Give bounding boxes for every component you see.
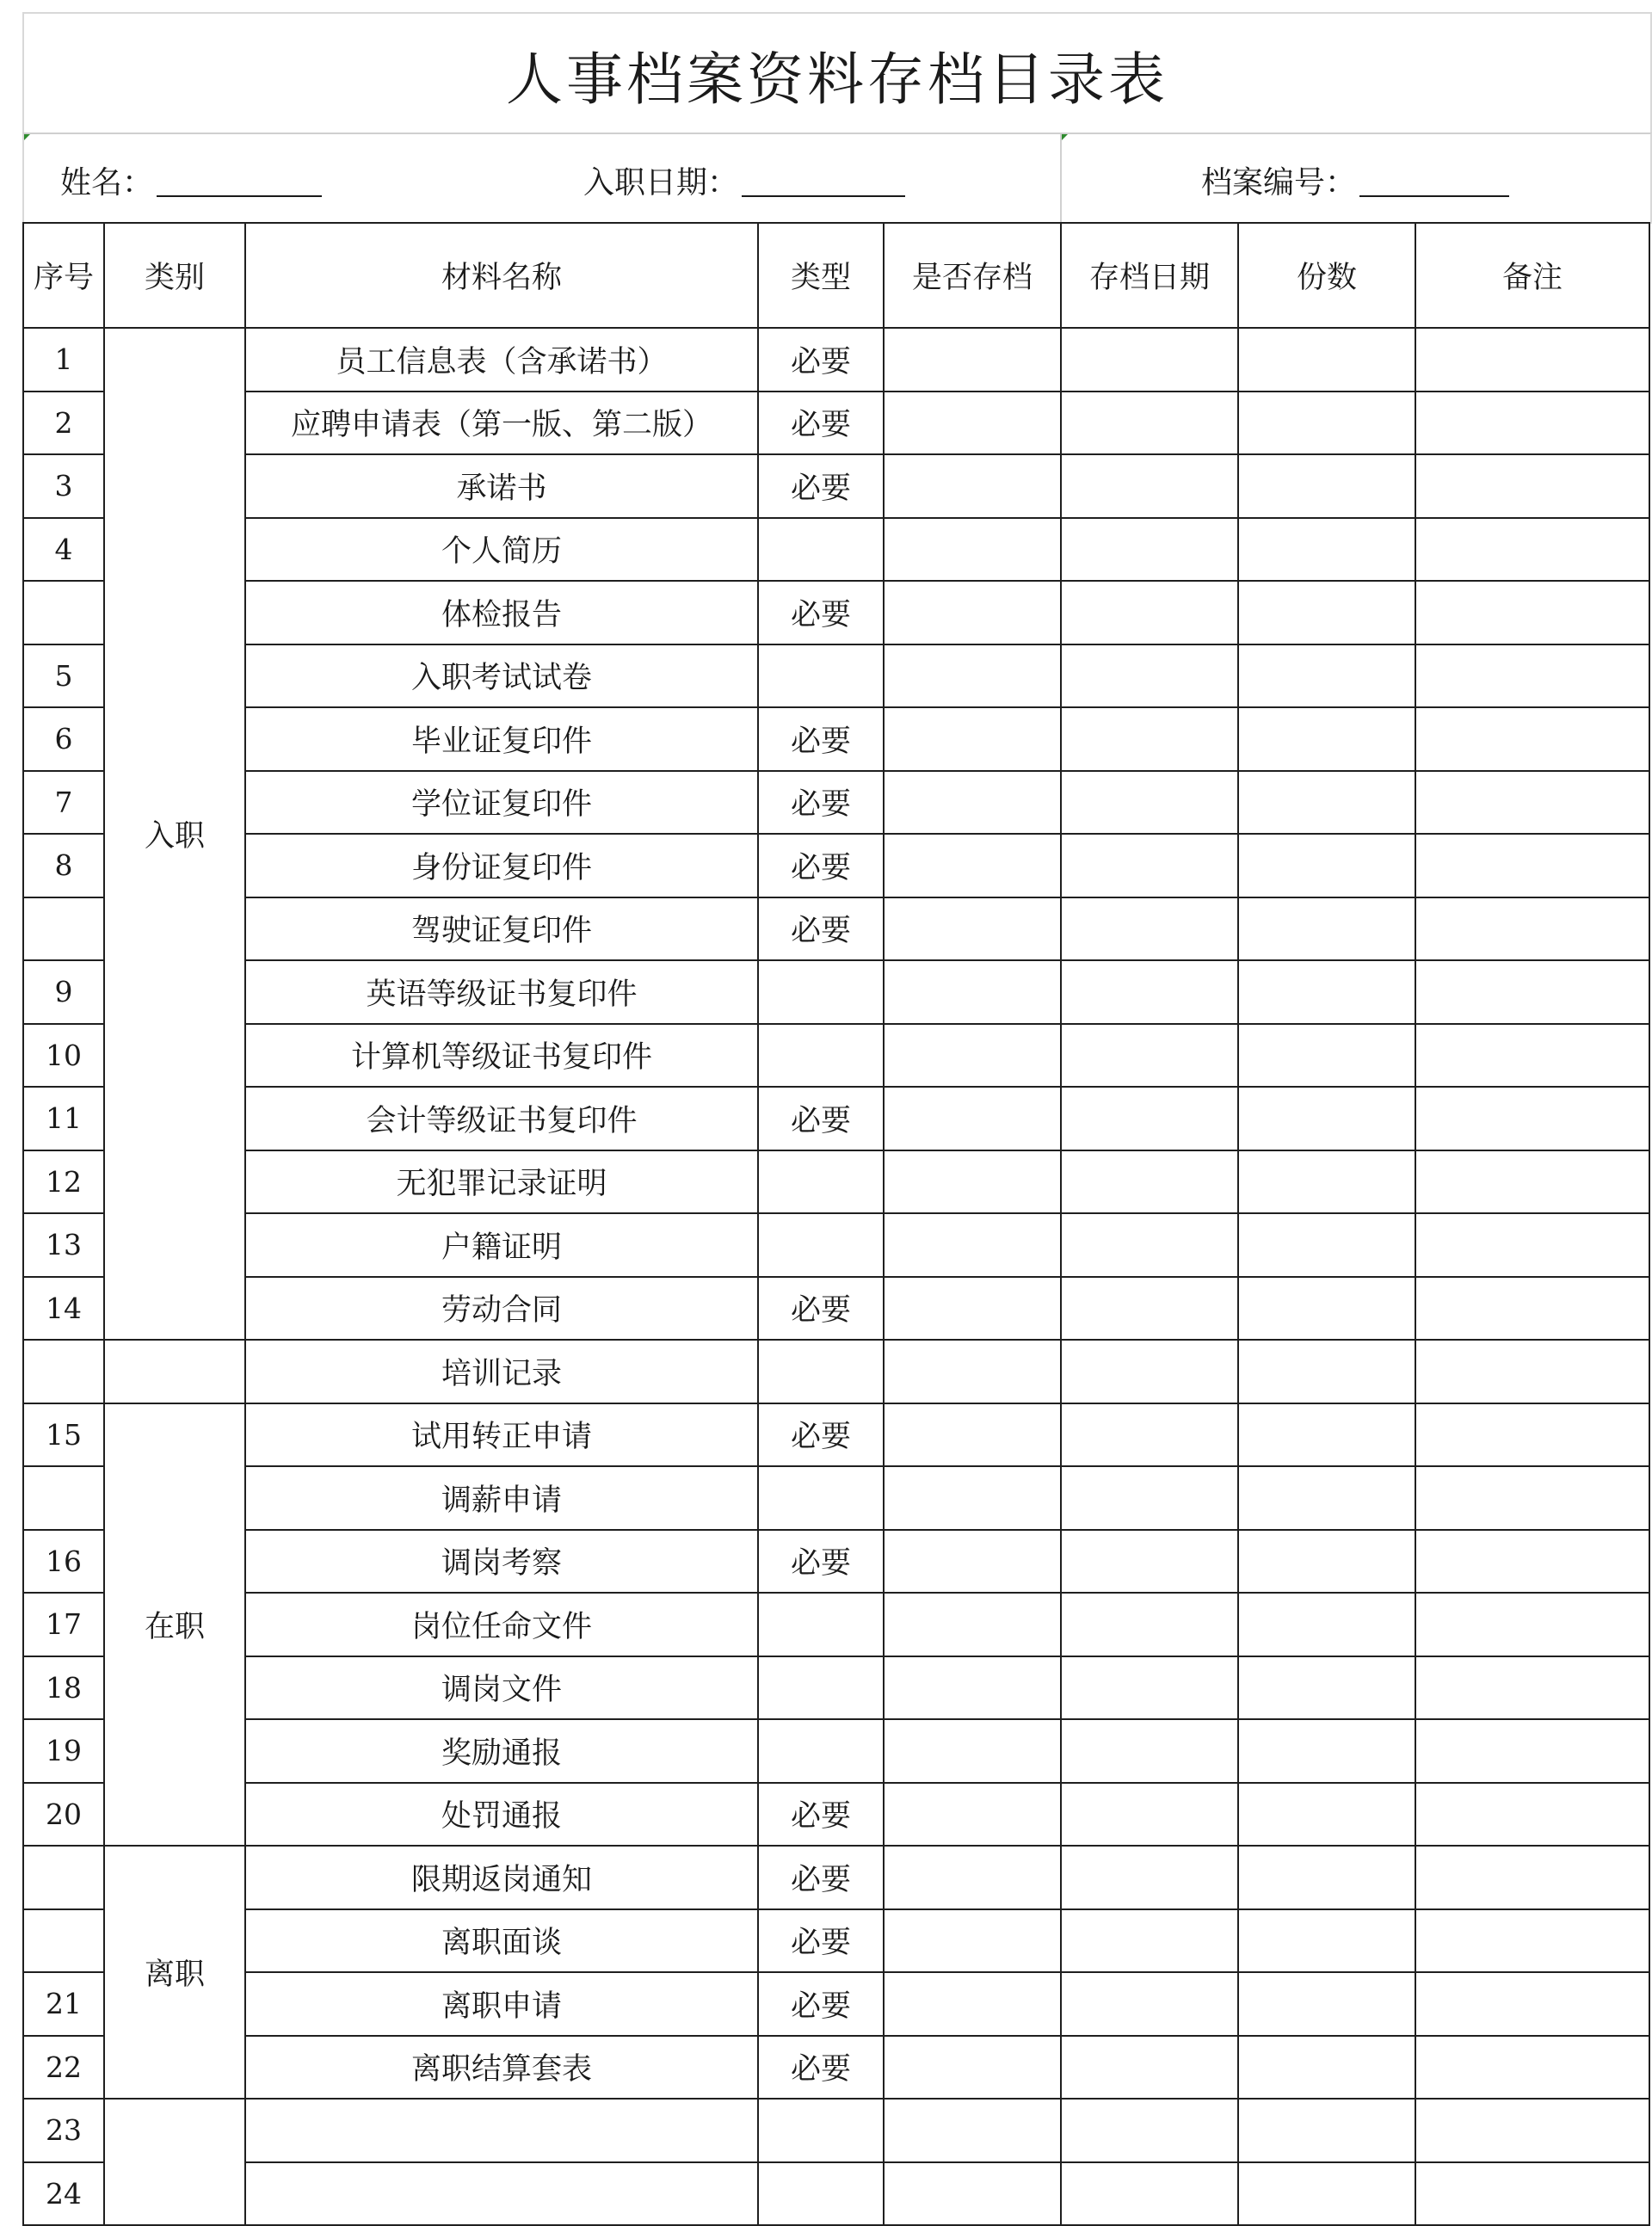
copies-cell[interactable] xyxy=(1238,707,1415,771)
archive-date-cell[interactable] xyxy=(1061,1466,1238,1530)
row-seq: 5 xyxy=(23,644,104,708)
row-seq: 24 xyxy=(23,2162,104,2226)
copies-cell[interactable] xyxy=(1238,644,1415,708)
table-row xyxy=(23,1719,1649,1783)
table-row xyxy=(23,897,1649,961)
archive-no-label: 档案编号： xyxy=(1201,165,1357,200)
row-seq xyxy=(23,581,104,644)
archive-date-cell[interactable] xyxy=(1061,897,1238,961)
copies-cell[interactable] xyxy=(1238,1656,1415,1720)
row-material-name: 限期返岗通知 xyxy=(245,1846,758,1909)
archive-date-cell[interactable] xyxy=(1061,1719,1238,1783)
remarks-cell[interactable] xyxy=(1415,1340,1649,1403)
table-row xyxy=(23,1277,1649,1341)
archive-date-cell[interactable] xyxy=(1061,518,1238,582)
table-row xyxy=(23,1909,1649,1973)
row-material-name: 试用转正申请 xyxy=(245,1403,758,1467)
row-type xyxy=(758,518,884,582)
remarks-cell[interactable] xyxy=(1415,960,1649,1024)
copies-cell[interactable] xyxy=(1238,1719,1415,1783)
row-material-name: 驾驶证复印件 xyxy=(245,897,758,961)
remarks-cell[interactable] xyxy=(1415,328,1649,392)
archive-no-field[interactable] xyxy=(1201,158,1509,202)
header-remarks: 备注 xyxy=(1415,223,1649,328)
row-type: 必要 xyxy=(758,1909,884,1973)
remarks-cell[interactable] xyxy=(1415,1213,1649,1277)
entry-date-label: 入职日期： xyxy=(583,165,739,200)
archive-date-cell[interactable] xyxy=(1061,1087,1238,1150)
copies-cell[interactable] xyxy=(1238,328,1415,392)
row-type xyxy=(758,1593,884,1656)
archived-cell[interactable] xyxy=(884,644,1061,708)
archive-date-cell[interactable] xyxy=(1061,1846,1238,1909)
row-type: 必要 xyxy=(758,897,884,961)
remarks-cell[interactable] xyxy=(1415,834,1649,897)
row-seq: 20 xyxy=(23,1783,104,1847)
archive-date-cell[interactable] xyxy=(1061,454,1238,518)
copies-cell[interactable] xyxy=(1238,1530,1415,1594)
row-type: 必要 xyxy=(758,1846,884,1909)
remarks-cell[interactable] xyxy=(1415,392,1649,455)
copies-cell[interactable] xyxy=(1238,454,1415,518)
archived-cell[interactable] xyxy=(884,1277,1061,1341)
archive-date-cell[interactable] xyxy=(1061,1783,1238,1847)
copies-cell[interactable] xyxy=(1238,581,1415,644)
remarks-cell[interactable] xyxy=(1415,2036,1649,2100)
row-type: 必要 xyxy=(758,707,884,771)
remarks-cell[interactable] xyxy=(1415,644,1649,708)
remarks-cell[interactable] xyxy=(1415,1277,1649,1341)
category-cell-onjob: 在职 xyxy=(104,1403,245,1847)
table-row xyxy=(23,1150,1649,1214)
row-seq xyxy=(23,1846,104,1909)
row-material-name: 英语等级证书复印件 xyxy=(245,960,758,1024)
header-category: 类别 xyxy=(104,223,245,328)
copies-cell[interactable] xyxy=(1238,1277,1415,1341)
remarks-cell[interactable] xyxy=(1415,771,1649,835)
name-field[interactable] xyxy=(60,158,322,202)
archive-date-cell[interactable] xyxy=(1061,1277,1238,1341)
archived-cell[interactable] xyxy=(884,897,1061,961)
archived-cell[interactable] xyxy=(884,1719,1061,1783)
row-type xyxy=(758,644,884,708)
row-seq: 8 xyxy=(23,834,104,897)
copies-cell[interactable] xyxy=(1238,2162,1415,2226)
row-type: 必要 xyxy=(758,581,884,644)
archive-no-blank[interactable] xyxy=(1359,195,1509,197)
copies-cell[interactable] xyxy=(1238,1024,1415,1088)
row-seq: 3 xyxy=(23,454,104,518)
table-row xyxy=(23,1403,1649,1467)
copies-cell[interactable] xyxy=(1238,392,1415,455)
archived-cell[interactable] xyxy=(884,707,1061,771)
archived-cell[interactable] xyxy=(884,1530,1061,1594)
archive-date-cell[interactable] xyxy=(1061,1593,1238,1656)
archive-date-cell[interactable] xyxy=(1061,1213,1238,1277)
row-type: 必要 xyxy=(758,1783,884,1847)
row-material-name: 会计等级证书复印件 xyxy=(245,1087,758,1150)
row-material-name: 奖励通报 xyxy=(245,1719,758,1783)
archived-cell[interactable] xyxy=(884,2036,1061,2100)
row-type: 必要 xyxy=(758,392,884,455)
archived-cell[interactable] xyxy=(884,1340,1061,1403)
table-row xyxy=(23,644,1649,708)
archive-date-cell[interactable] xyxy=(1061,2036,1238,2100)
row-seq: 12 xyxy=(23,1150,104,1214)
row-material-name: 户籍证明 xyxy=(245,1213,758,1277)
row-type: 必要 xyxy=(758,1277,884,1341)
row-seq: 23 xyxy=(23,2099,104,2162)
remarks-cell[interactable] xyxy=(1415,1846,1649,1909)
category-cell-empty xyxy=(104,2099,245,2225)
copies-cell[interactable] xyxy=(1238,2099,1415,2162)
row-material-name: 身份证复印件 xyxy=(245,834,758,897)
entry-date-blank[interactable] xyxy=(742,195,905,197)
category-cell-leave: 离职 xyxy=(104,1846,245,2099)
archived-cell[interactable] xyxy=(884,1213,1061,1277)
archived-cell[interactable] xyxy=(884,1972,1061,2036)
archived-cell[interactable] xyxy=(884,1783,1061,1847)
row-type xyxy=(758,1656,884,1720)
remarks-cell[interactable] xyxy=(1415,1466,1649,1530)
row-seq xyxy=(23,1909,104,1973)
row-seq: 6 xyxy=(23,707,104,771)
row-material-name[interactable] xyxy=(245,2099,758,2162)
row-seq: 22 xyxy=(23,2036,104,2100)
table-row xyxy=(23,2099,1649,2162)
archive-date-cell[interactable] xyxy=(1061,581,1238,644)
row-seq: 15 xyxy=(23,1403,104,1467)
archived-cell[interactable] xyxy=(884,1087,1061,1150)
row-material-name: 调薪申请 xyxy=(245,1466,758,1530)
row-seq: 2 xyxy=(23,392,104,455)
archive-date-cell[interactable] xyxy=(1061,1024,1238,1088)
archive-date-cell[interactable] xyxy=(1061,1656,1238,1720)
table-row xyxy=(23,581,1649,644)
archived-cell[interactable] xyxy=(884,1846,1061,1909)
copies-cell[interactable] xyxy=(1238,897,1415,961)
table-row xyxy=(23,2036,1649,2100)
archived-cell[interactable] xyxy=(884,1024,1061,1088)
row-type: 必要 xyxy=(758,1087,884,1150)
row-material-name[interactable] xyxy=(245,2162,758,2226)
copies-cell[interactable] xyxy=(1238,2036,1415,2100)
category-cell-entry: 入职 xyxy=(104,328,245,1340)
table-row xyxy=(23,834,1649,897)
table-row xyxy=(23,1466,1649,1530)
header-row xyxy=(23,223,1649,328)
archive-date-cell[interactable] xyxy=(1061,960,1238,1024)
archived-cell[interactable] xyxy=(884,960,1061,1024)
copies-cell[interactable] xyxy=(1238,834,1415,897)
table-row xyxy=(23,392,1649,455)
row-material-name: 劳动合同 xyxy=(245,1277,758,1341)
table-row xyxy=(23,1530,1649,1594)
table-row xyxy=(23,1972,1649,2036)
name-label: 姓名： xyxy=(60,165,154,200)
remarks-cell[interactable] xyxy=(1415,2099,1649,2162)
row-material-name: 入职考试试卷 xyxy=(245,644,758,708)
copies-cell[interactable] xyxy=(1238,1846,1415,1909)
row-seq xyxy=(23,1466,104,1530)
row-material-name: 应聘申请表（第一版、第二版） xyxy=(245,392,758,455)
table-row xyxy=(23,707,1649,771)
archived-cell[interactable] xyxy=(884,518,1061,582)
archive-date-cell[interactable] xyxy=(1061,328,1238,392)
remarks-cell[interactable] xyxy=(1415,1909,1649,1973)
row-material-name: 承诺书 xyxy=(245,454,758,518)
entry-date-field[interactable] xyxy=(583,158,905,202)
row-type[interactable] xyxy=(758,2162,884,2226)
table-row xyxy=(23,1846,1649,1909)
row-type[interactable] xyxy=(758,2099,884,2162)
table-row xyxy=(23,771,1649,835)
archive-date-cell[interactable] xyxy=(1061,707,1238,771)
remarks-cell[interactable] xyxy=(1415,1403,1649,1467)
row-seq: 11 xyxy=(23,1087,104,1150)
row-seq: 4 xyxy=(23,518,104,582)
row-material-name: 离职面谈 xyxy=(245,1909,758,1973)
archived-cell[interactable] xyxy=(884,2099,1061,2162)
copies-cell[interactable] xyxy=(1238,1593,1415,1656)
remarks-cell[interactable] xyxy=(1415,581,1649,644)
archived-cell[interactable] xyxy=(884,581,1061,644)
row-seq: 18 xyxy=(23,1656,104,1720)
row-type: 必要 xyxy=(758,1530,884,1594)
archive-date-cell[interactable] xyxy=(1061,2162,1238,2226)
archive-date-cell[interactable] xyxy=(1061,1150,1238,1214)
copies-cell[interactable] xyxy=(1238,1466,1415,1530)
archive-date-cell[interactable] xyxy=(1061,834,1238,897)
row-type: 必要 xyxy=(758,454,884,518)
table-row xyxy=(23,1087,1649,1150)
info-divider xyxy=(1060,134,1062,224)
archived-cell[interactable] xyxy=(884,1593,1061,1656)
row-type xyxy=(758,1466,884,1530)
row-seq: 7 xyxy=(23,771,104,835)
table-row xyxy=(23,1213,1649,1277)
header-type: 类型 xyxy=(758,223,884,328)
copies-cell[interactable] xyxy=(1238,1403,1415,1467)
copies-cell[interactable] xyxy=(1238,518,1415,582)
archive-table xyxy=(22,222,1650,2226)
archived-cell[interactable] xyxy=(884,771,1061,835)
archived-cell[interactable] xyxy=(884,1656,1061,1720)
row-material-name: 岗位任命文件 xyxy=(245,1593,758,1656)
row-seq xyxy=(23,1340,104,1403)
row-material-name: 计算机等级证书复印件 xyxy=(245,1024,758,1088)
row-seq: 19 xyxy=(23,1719,104,1783)
row-type xyxy=(758,1150,884,1214)
row-type: 必要 xyxy=(758,834,884,897)
archive-date-cell[interactable] xyxy=(1061,1340,1238,1403)
header-material: 材料名称 xyxy=(245,223,758,328)
row-material-name: 毕业证复印件 xyxy=(245,707,758,771)
remarks-cell[interactable] xyxy=(1415,2162,1649,2226)
row-type: 必要 xyxy=(758,328,884,392)
copies-cell[interactable] xyxy=(1238,771,1415,835)
row-material-name: 调岗考察 xyxy=(245,1530,758,1594)
archived-cell[interactable] xyxy=(884,2162,1061,2226)
row-type: 必要 xyxy=(758,2036,884,2100)
header-copies: 份数 xyxy=(1238,223,1415,328)
table-row xyxy=(23,328,1649,392)
remarks-cell[interactable] xyxy=(1415,707,1649,771)
row-seq: 16 xyxy=(23,1530,104,1594)
remarks-cell[interactable] xyxy=(1415,1024,1649,1088)
table-row xyxy=(23,1593,1649,1656)
remarks-cell[interactable] xyxy=(1415,897,1649,961)
row-type: 必要 xyxy=(758,1972,884,2036)
row-material-name: 个人简历 xyxy=(245,518,758,582)
copies-cell[interactable] xyxy=(1238,960,1415,1024)
category-cell-empty xyxy=(104,1340,245,1403)
row-type xyxy=(758,960,884,1024)
remarks-cell[interactable] xyxy=(1415,1087,1649,1150)
archive-date-cell[interactable] xyxy=(1061,644,1238,708)
archived-cell[interactable] xyxy=(884,834,1061,897)
header-seq: 序号 xyxy=(23,223,104,328)
remarks-cell[interactable] xyxy=(1415,1530,1649,1594)
remarks-cell[interactable] xyxy=(1415,1783,1649,1847)
header-archive-date: 存档日期 xyxy=(1061,223,1238,328)
row-material-name: 离职结算套表 xyxy=(245,2036,758,2100)
copies-cell[interactable] xyxy=(1238,1340,1415,1403)
remarks-cell[interactable] xyxy=(1415,1593,1649,1656)
row-seq: 17 xyxy=(23,1593,104,1656)
row-type xyxy=(758,1340,884,1403)
row-material-name: 学位证复印件 xyxy=(245,771,758,835)
row-seq xyxy=(23,897,104,961)
table-row xyxy=(23,454,1649,518)
table-row xyxy=(23,1340,1649,1403)
row-seq: 14 xyxy=(23,1277,104,1341)
archived-cell[interactable] xyxy=(884,1909,1061,1973)
remarks-cell[interactable] xyxy=(1415,1150,1649,1214)
table-row xyxy=(23,1024,1649,1088)
name-blank[interactable] xyxy=(157,195,322,197)
archived-cell[interactable] xyxy=(884,454,1061,518)
row-seq: 13 xyxy=(23,1213,104,1277)
row-type xyxy=(758,1719,884,1783)
row-material-name: 体检报告 xyxy=(245,581,758,644)
row-seq: 21 xyxy=(23,1972,104,2036)
archive-date-cell[interactable] xyxy=(1061,1972,1238,2036)
table-row xyxy=(23,1783,1649,1847)
remarks-cell[interactable] xyxy=(1415,1719,1649,1783)
archived-cell[interactable] xyxy=(884,1403,1061,1467)
row-material-name: 员工信息表（含承诺书） xyxy=(245,328,758,392)
copies-cell[interactable] xyxy=(1238,1213,1415,1277)
copies-cell[interactable] xyxy=(1238,1150,1415,1214)
header-archived: 是否存档 xyxy=(884,223,1061,328)
table-row xyxy=(23,1656,1649,1720)
archive-date-cell[interactable] xyxy=(1061,771,1238,835)
row-type: 必要 xyxy=(758,771,884,835)
archived-cell[interactable] xyxy=(884,328,1061,392)
page-title: 人事档案资料存档目录表 xyxy=(506,46,1168,113)
row-seq: 1 xyxy=(23,328,104,392)
copies-cell[interactable] xyxy=(1238,1972,1415,2036)
row-material-name: 离职申请 xyxy=(245,1972,758,2036)
info-row xyxy=(22,133,1652,224)
cell-marker-icon xyxy=(1062,134,1068,140)
archived-cell[interactable] xyxy=(884,1150,1061,1214)
archive-date-cell[interactable] xyxy=(1061,2099,1238,2162)
archived-cell[interactable] xyxy=(884,392,1061,455)
row-material-name: 调岗文件 xyxy=(245,1656,758,1720)
copies-cell[interactable] xyxy=(1238,1909,1415,1973)
archived-cell[interactable] xyxy=(884,1466,1061,1530)
table-row xyxy=(23,960,1649,1024)
cell-marker-icon xyxy=(24,134,30,140)
archive-date-cell[interactable] xyxy=(1061,1530,1238,1594)
row-type: 必要 xyxy=(758,1403,884,1467)
row-type xyxy=(758,1213,884,1277)
copies-cell[interactable] xyxy=(1238,1783,1415,1847)
copies-cell[interactable] xyxy=(1238,1087,1415,1150)
row-seq: 10 xyxy=(23,1024,104,1088)
archive-date-cell[interactable] xyxy=(1061,1403,1238,1467)
row-material-name: 处罚通报 xyxy=(245,1783,758,1847)
row-seq: 9 xyxy=(23,960,104,1024)
remarks-cell[interactable] xyxy=(1415,1656,1649,1720)
row-material-name: 无犯罪记录证明 xyxy=(245,1150,758,1214)
remarks-cell[interactable] xyxy=(1415,1972,1649,2036)
remarks-cell[interactable] xyxy=(1415,518,1649,582)
archive-date-cell[interactable] xyxy=(1061,392,1238,455)
row-material-name: 培训记录 xyxy=(245,1340,758,1403)
title-row xyxy=(22,12,1652,134)
remarks-cell[interactable] xyxy=(1415,454,1649,518)
archive-date-cell[interactable] xyxy=(1061,1909,1238,1973)
row-type xyxy=(758,1024,884,1088)
table-row xyxy=(23,518,1649,582)
table-row xyxy=(23,2162,1649,2226)
